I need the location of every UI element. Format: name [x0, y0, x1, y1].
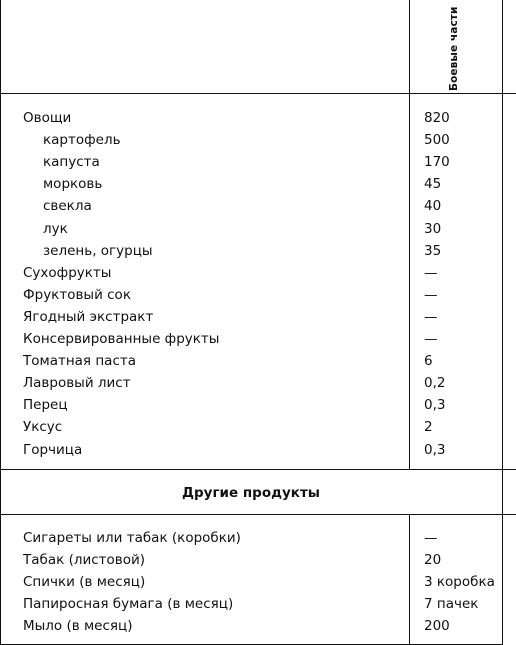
row-value: 7 пачек [424, 596, 479, 613]
row-label: лук [43, 220, 68, 237]
rule-left [0, 0, 1, 645]
row-value: 35 [424, 242, 442, 259]
row-label: Перец [23, 397, 68, 414]
row-label: Мыло (в месяц) [23, 618, 133, 635]
row-label: капуста [43, 154, 100, 171]
row-label: Табак (листовой) [23, 552, 146, 569]
row-label: Папиросная бумага (в месяц) [23, 596, 234, 613]
row-value: 0,3 [424, 397, 446, 414]
row-label: Фруктовый сок [23, 286, 131, 303]
rule-value-col-group1 [409, 94, 410, 470]
row-value: 170 [424, 154, 450, 171]
row-label: Уксус [23, 419, 63, 436]
row-label: Овощи [23, 110, 72, 126]
rule-value-col-group2 [409, 514, 410, 645]
row-value: 200 [424, 618, 450, 635]
row-label: Лавровый лист [23, 375, 131, 392]
row-value: 820 [424, 110, 450, 126]
rule-right [502, 0, 503, 645]
row-value: 0,2 [424, 375, 446, 392]
rule-group1-bottom [0, 469, 516, 470]
row-value: 0,3 [424, 441, 446, 458]
row-label: зелень, огурцы [43, 242, 153, 259]
row-label: Горчица [23, 441, 83, 458]
row-value: 3 коробка [424, 574, 495, 591]
row-value: — [424, 331, 438, 347]
row-value: — [424, 264, 438, 281]
rule-header-bottom [0, 93, 516, 94]
row-label: Спички (в месяц) [23, 574, 146, 591]
row-value: 30 [424, 220, 442, 237]
row-value: 6 [424, 353, 433, 370]
row-label: Томатная паста [23, 353, 136, 370]
row-label: морковь [43, 176, 103, 193]
section-title: Другие продукты [181, 485, 321, 501]
rule-value-col-header [409, 0, 410, 94]
row-label: Ягодный экстракт [23, 308, 154, 325]
row-value: 500 [424, 132, 450, 149]
row-label: Сухофрукты [23, 264, 112, 281]
column-header: Боевые части [448, 6, 460, 91]
row-label: картофель [43, 132, 121, 149]
row-label: Сигареты или табак (коробки) [23, 530, 241, 546]
row-value: 45 [424, 176, 442, 193]
rule-section-bottom [0, 514, 516, 515]
row-value: 20 [424, 552, 442, 569]
row-label: свекла [43, 198, 92, 215]
row-value: — [424, 286, 438, 303]
row-value: — [424, 308, 438, 325]
row-value: 2 [424, 419, 433, 436]
row-value: 40 [424, 198, 442, 215]
row-value: — [424, 530, 438, 546]
row-label: Консервированные фрукты [23, 331, 220, 347]
